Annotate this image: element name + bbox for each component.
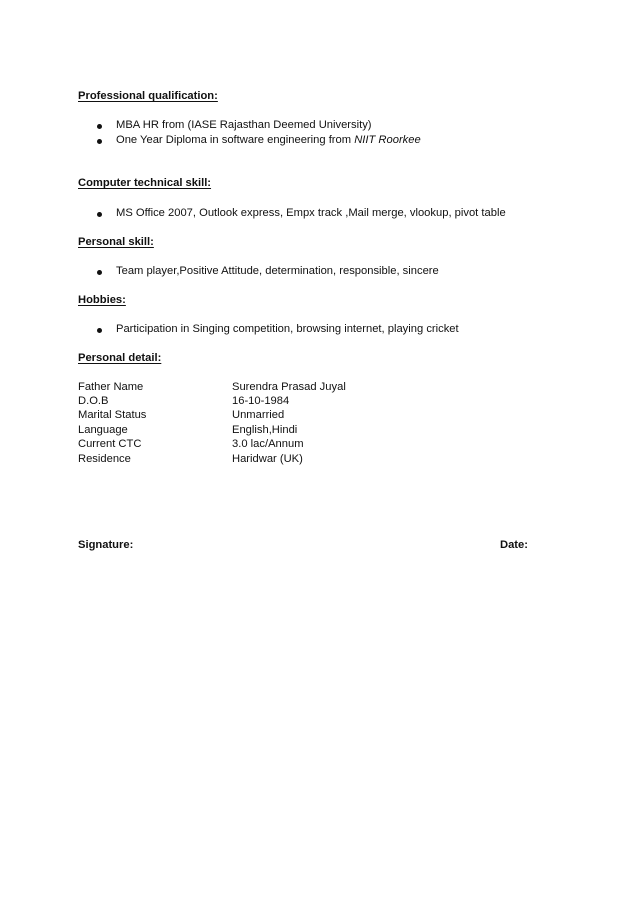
hobbies-item: Participation in Singing competition, browsing internet, playing cricket — [116, 323, 459, 335]
detail-value-current-ctc: 3.0 lac/Annum — [232, 438, 304, 450]
signature-label: Signature: — [78, 539, 134, 551]
technical-skill-heading: Computer technical skill: — [78, 177, 212, 189]
detail-label-dob: D.O.B — [78, 395, 109, 407]
detail-label-residence: Residence — [78, 453, 131, 465]
detail-value-residence: Haridwar (UK) — [232, 453, 303, 465]
personal-skill-item: Team player,Positive Attitude, determination, responsible, sincere — [116, 265, 439, 277]
qualification-item-diploma — [116, 134, 421, 146]
bullet-icon — [97, 212, 102, 217]
technical-skill-item: MS Office 2007, Outlook express, Empx track ,Mail merge, vlookup, pivot table — [116, 207, 506, 219]
bullet-icon — [97, 124, 102, 129]
detail-value-father-name: Surendra Prasad Juyal — [232, 381, 346, 393]
qualification-item-mba: MBA HR from (IASE Rajasthan Deemed University) — [116, 119, 372, 131]
detail-label-language: Language — [78, 424, 128, 436]
date-label: Date: — [500, 539, 528, 551]
detail-label-current-ctc: Current CTC — [78, 438, 142, 450]
detail-value-dob: 16-10-1984 — [232, 395, 290, 407]
personal-detail-heading: Personal detail: — [78, 352, 162, 364]
detail-value-marital-status: Unmarried — [232, 409, 285, 421]
detail-label-marital-status: Marital Status — [78, 409, 147, 421]
detail-value-language: English,Hindi — [232, 424, 298, 436]
qualification-heading: Professional qualification: — [78, 90, 218, 102]
bullet-icon — [97, 139, 102, 144]
diploma-text: One Year Diploma in software engineering from — [116, 134, 355, 146]
bullet-icon — [97, 270, 102, 275]
personal-skill-heading: Personal skill: — [78, 236, 154, 248]
bullet-icon — [97, 328, 102, 333]
hobbies-heading: Hobbies: — [78, 294, 126, 306]
detail-label-father-name: Father Name — [78, 381, 144, 393]
diploma-institute: NIIT Roorkee — [354, 134, 421, 146]
